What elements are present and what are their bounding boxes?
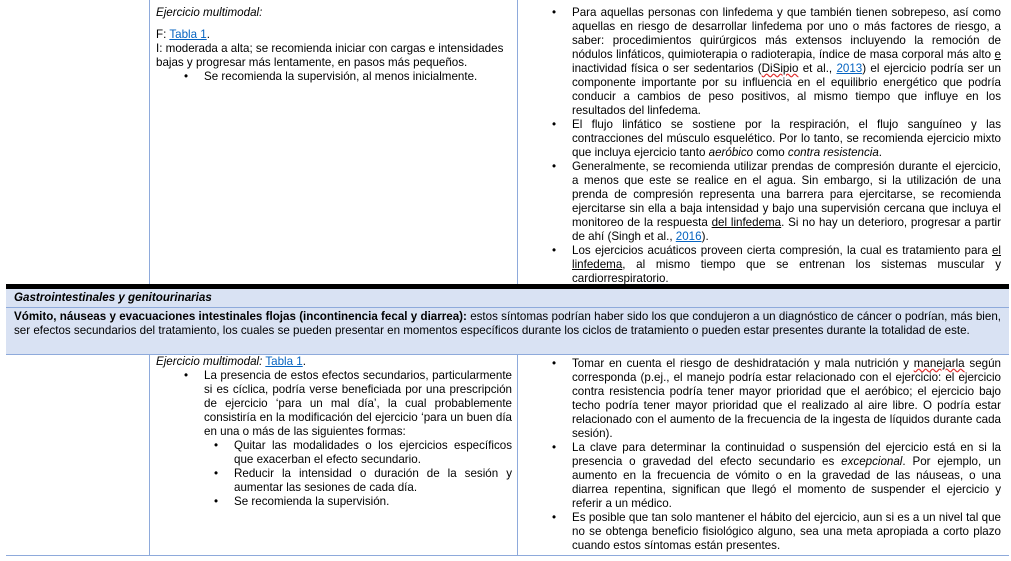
list-item: • El flujo linfático se sostiene por la respiración, el flujo sanguíneo y las contracciones del músculo esquelético. Por lo tanto, se recomienda ejercicio mixto que incluya ejercicio tanto aeróbico como contra resistencia. (572, 118, 1001, 160)
sub-list-item: • Reducir la intensidad o duración de la sesión y aumentar las sesiones de cada día. (234, 467, 512, 495)
top-considerations-cell (572, 6, 1001, 286)
section-title: Gastrointestinales y genitourinarias (14, 291, 212, 304)
sub-list-item: • Se recomienda la supervisión. (234, 495, 512, 509)
list-item: • La presencia de estos efectos secundarios, particularmente si es cíclica, podría verse beneficiada por una prescripción de ejercicio ‘para un mal día’, la cual probablemente consistiría en la modificación del ejercicio ‘para un buen día en una o más de las siguientes formas: (204, 369, 512, 439)
list-item: • Se recomienda la supervisión, al menos inicialmente. (204, 70, 506, 84)
condition-title: Vómito, náuseas y evacuaciones intestinales flojas (incontinencia fecal y diarrea): (14, 310, 467, 323)
table-link[interactable]: Tabla 1 (265, 355, 303, 368)
list-item: • Tomar en cuenta el riesgo de deshidratación y mala nutrición y manejarla según corresponda (p.ej., el manejo podría estar relacionado con el ejercicio: el ejercicio contra resistencia podría tener mayor prioridad que el aeróbico; el ejercicio bajo techo podría tener mayor prioridad que el realizado al aire libre. O podría estar relacionado con el aumento de la frecuencia de la ingesta de líquidos durante cada sesión). (572, 357, 1001, 441)
intensity-line: I: moderada a alta; se recomienda iniciar con cargas e intensidades bajas y progresar más lentamente, en pasos más pequeños. (156, 42, 504, 69)
column-divider (149, 355, 150, 555)
table-link[interactable]: Tabla 1 (169, 28, 207, 41)
bottom-considerations-cell (572, 357, 1001, 553)
bottom-prescription-cell (156, 355, 512, 509)
section-header (6, 289, 1009, 307)
column-divider (517, 0, 518, 284)
list-item: • Generalmente, se recomienda utilizar prendas de compresión durante el ejercicio, a menos que este se realice en el agua. Sin embargo, si la utilización de una prenda de compresión representa una barrera para ejercitarse, se recomienda ejercitarse sin ella a baja intensidad y bajo una supervisión cercana que incluya el monitoreo de la respuesta del linfedema. Si no hay un deterioro, progresar a partir de ahí (Singh et al., 2016). (572, 160, 1001, 244)
condition-description: Vómito, náuseas y evacuaciones intestinales flojas (incontinencia fecal y diarrea): estos síntomas podrían haber sido los que condujeron a un diagnóstico de cáncer o podrían, más bien, ser efectos secundarios del tratamiento, los cuales se pueden presentar en momentos específicos durante los ciclos de tratamiento o pueden estar presentes durante la totalidad de este. (14, 310, 1001, 337)
list-item: • Es posible que tan solo mantener el hábito del ejercicio, aun si es a un nivel tal que no se obtenga beneficio fisiológico alguno, sea una meta apropiada a corto plazo cuando estos síntomas están presentes. (572, 511, 1001, 553)
sub-list-item: • Quitar las modalidades o los ejercicios específicos que exacerban el efecto secundario. (234, 439, 512, 467)
list-item: • Para aquellas personas con linfedema y que también tienen sobrepeso, así como aquellas en riesgo de desarrollar linfedema por uno o más factores de riesgo, a saber: procedimientos quirúrgicos más extensos incluyendo la remoción de nódulos linfáticos, quimioterapia o radioterapia, índice de masa corporal más alto e inactividad física o ser sedentarios (DiSipio et al., 2013) el ejercicio podría ser un componente importante por su influencia en el equilibrio energético que podría conducir a cambios de peso positivos, al mismo tiempo que influye en los resultados del linfedema. (572, 6, 1001, 118)
table-bottom-border (6, 555, 1009, 556)
citation-link[interactable]: 2013 (836, 62, 863, 75)
prescription-title: Ejercicio multimodal: (156, 6, 263, 19)
list-item: • Los ejercicios acuáticos proveen cierta compresión, la cual es tratamiento para el linfedema, al mismo tiempo que se entrenan los sistemas muscular y cardiorrespiratorio. (572, 244, 1001, 286)
top-prescription-cell (156, 6, 506, 84)
frequency-line: F: Tabla 1. (156, 28, 210, 41)
column-divider (149, 0, 150, 284)
prescription-title-line: Ejercicio multimodal: Tabla 1. (156, 355, 306, 368)
column-divider (517, 355, 518, 555)
list-item: • La clave para determinar la continuidad o suspensión del ejercicio está en si la presencia o gravedad del efecto secundario es excepcional. Por ejemplo, un aumento en la frecuencia de vómito o en la gravedad de las náuseas, o una diarrea repentina, significan que llegó el momento de suspender el ejercicio y referir a un médico. (572, 441, 1001, 511)
citation-link[interactable]: 2016 (675, 230, 702, 243)
condition-row (6, 308, 1009, 354)
